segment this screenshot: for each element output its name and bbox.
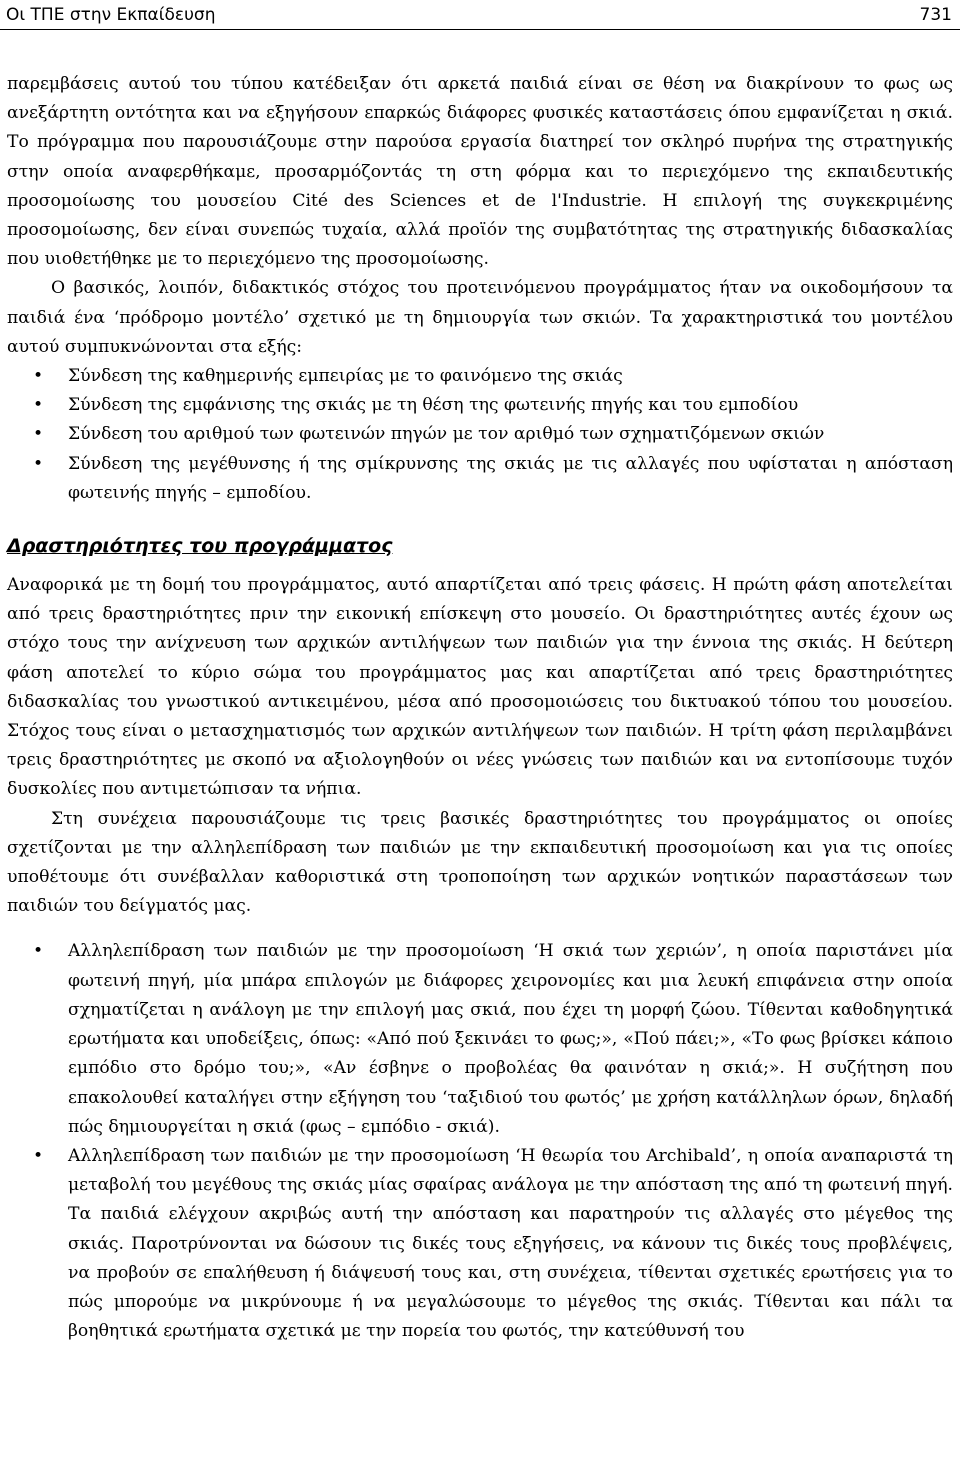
list-item: • Αλληλεπίδραση των παιδιών με την προσομοίωση ‘Η σκιά των χεριών’, η οποία παριστάνει μία φωτεινή πηγή, μία μπάρα επιλογών με διάφορες χειρονομίες και μια λευκή επιφάνεια στην οποία σχηματίζεται η ανάλογη με την επιλογή μας σκιά, που έχει τη μορφή ζώου. Τίθενται καθοδηγητικά ερωτήματα και υποδείξεις, όπως: «Από πού ξεκινάει το φως;», «Πού πάει;», «Το φως βρίσκει κάποιο εμπόδιο στο δρόμο του;», «Αν έσβηνε ο προβολέας θα φαινόταν η σκιά;». Η συζήτηση που επακολουθεί καταλήγει στην εξήγηση του ‘ταξιδιού του φωτός’ με χρήση κατάλληλων όρων, δηλαδή πώς δημιουργείται η σκιά (φως – εμπόδιο - σκιά). xyxy=(7,937,953,1141)
page-number: 731 xyxy=(919,5,952,25)
list-item: • Σύνδεση της εμφάνισης της σκιάς με τη θέση της φωτεινής πηγής και του εμποδίου xyxy=(7,391,953,420)
activities-list xyxy=(7,937,953,1346)
paragraph-goal: Ο βασικός, λοιπόν, διδακτικός στόχος του προτεινόμενου προγράμματος ήταν να οικοδομήσουν τα παιδιά ένα ‘πρόδρομο μοντέλο’ σχετικό με τη δημιουργία των σκιών. Τα χαρακτηριστικά του μοντέλου αυτού συμπυκνώνονται στα εξής: xyxy=(7,278,953,357)
section-heading: Δραστηριότητες του προγράμματος xyxy=(7,535,393,558)
list-item: • Αλληλεπίδραση των παιδιών με την προσομοίωση ‘Η θεωρία του Archibald’, η οποία αναπαριστά τη μεταβολή του μεγέθους της σκιάς μίας σφαίρας ανάλογα με την απόσταση της από τη φωτεινή πηγή. Τα παιδιά ελέγχουν ακριβώς αυτή την απόσταση και παρατηρούν τις αλλαγές στο μέγεθος της σκιάς. Παροτρύνονται να δώσουν τις δικές τους εξηγήσεις, να κάνουν τις δικές τους προβλέψεις, να προβούν σε επαλήθευση ή διάψευσή τους και, στη συνέχεια, τίθενται σχετικές ερωτήσεις για το πώς μπορούμε να μικρύνουμε ή να μεγαλώσουμε το μέγεθος της σκιάς. Τίθενται και πάλι τα βοηθητικά ερωτήματα σχετικά με την πορεία του φωτός, την κατεύθυνσή του xyxy=(7,1142,953,1346)
paragraph-intro: παρεμβάσεις αυτού του τύπου κατέδειξαν ότι αρκετά παιδιά είναι σε θέση να διακρίνουν το φως ως ανεξάρτητη οντότητα και να εξηγήσουν επαρκώς διάφορες φυσικές καταστάσεις όπου εμφανίζεται η σκιά. Το πρόγραμμα που παρουσιάζουμε στην παρούσα εργασία διατηρεί τον σκληρό πυρήνα της στρατηγικής στην οποία αναφερθήκαμε, προσαρμόζοντάς τη στη φόρμα και το περιεχόμενο της εκπαιδευτικής προσομοίωσης του μουσείου Cité des Sciences et de l'Industrie. Η επιλογή της συγκεκριμένης προσομοίωσης, δεν είναι συνεπώς τυχαία, αλλά προϊόν της συμβατότητας της στρατηγικής διδασκαλίας που υιοθετήθηκε με το περιεχόμενο της προσομοίωσης. xyxy=(7,74,953,270)
running-title: Οι ΤΠΕ στην Εκπαίδευση xyxy=(6,5,216,25)
model-features-list xyxy=(7,362,953,508)
paragraph-structure: Αναφορικά με τη δομή του προγράμματος, αυτό απαρτίζεται από τρεις φάσεις. Η πρώτη φάση αποτελείται από τρεις δραστηριότητες πριν την εικονική επίσκεψη στο μουσείο. Οι δραστηριότητες αυτές έχουν ως στόχο τους την ανίχνευση των αρχικών αντιλήψεων των παιδιών για την έννοια της σκιάς. Η δεύτερη φάση αποτελεί το κύριο σώμα του προγράμματος μας και απαρτίζεται από τρεις δραστηριότητες διδασκαλίας του γνωστικού αντικειμένου, μέσα από προσομοιώσεις του δικτυακού τόπου του μουσείου. Στόχος τους είναι ο μετασχηματισμός των αρχικών αντιλήψεων των παιδιών. Η τρίτη φάση περιλαμβάνει τρεις δραστηριότητες με σκοπό να αξιολογηθούν οι νέες γνώσεις των παιδιών και να εντοπίσουμε τυχόν δυσκολίες που αντιμετώπισαν τα νήπια. xyxy=(7,575,953,800)
paragraph-activities-intro: Στη συνέχεια παρουσιάζουμε τις τρεις βασικές δραστηριότητες του προγράμματος οι οποίες σχετίζονται με την αλληλεπίδραση των παιδιών με την εκπαιδευτική προσομοίωση και για τις οποίες υποθέτουμε ότι συνέβαλλαν καθοριστικά στη τροποποίηση των αρχικών νοητικών παραστάσεων των παιδιών του δείγματός μας. xyxy=(7,808,953,917)
list-item: • Σύνδεση της καθημερινής εμπειρίας με το φαινόμενο της σκιάς xyxy=(7,362,953,391)
list-item: • Σύνδεση του αριθμού των φωτεινών πηγών με τον αριθμό των σχηματιζόμενων σκιών xyxy=(7,420,953,449)
page-header xyxy=(0,0,960,30)
list-item: • Σύνδεση της μεγέθυνσης ή της σμίκρυνσης της σκιάς με τις αλλαγές που υφίσταται η απόσταση φωτεινής πηγής – εμποδίου. xyxy=(7,450,953,508)
document-body xyxy=(7,70,953,1346)
